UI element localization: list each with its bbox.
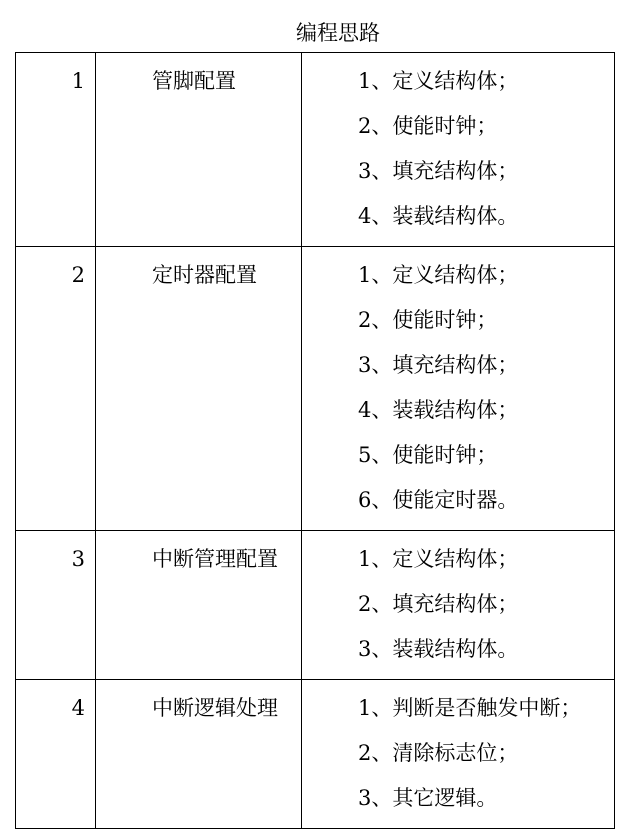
row-number-cell — [16, 53, 96, 247]
table-row — [16, 680, 615, 829]
table-row — [16, 247, 615, 531]
row-number: 4 — [71, 696, 85, 720]
config-name: 中断逻辑处理 — [152, 696, 278, 720]
table-row — [16, 53, 615, 247]
step-item: 4、装载结构体； — [358, 398, 519, 422]
config-name-cell — [96, 247, 302, 531]
config-name: 定时器配置 — [152, 263, 257, 287]
page-title: 编程思路 — [296, 21, 380, 45]
row-number: 3 — [71, 547, 85, 571]
step-item: 5、使能时钟； — [358, 443, 498, 467]
step-item: 1、定义结构体； — [358, 69, 519, 93]
steps-cell — [302, 247, 615, 531]
config-name-cell — [96, 680, 302, 829]
step-item: 3、填充结构体； — [358, 159, 519, 183]
row-number: 2 — [71, 263, 85, 287]
step-item: 4、装载结构体。 — [358, 204, 519, 228]
step-item: 3、填充结构体； — [358, 353, 519, 377]
programming-plan-table — [15, 52, 615, 829]
step-item: 1、定义结构体； — [358, 263, 519, 287]
step-item: 2、填充结构体； — [358, 592, 519, 616]
step-item: 1、判断是否触发中断； — [358, 696, 582, 720]
row-number-cell — [16, 680, 96, 829]
row-number-cell — [16, 531, 96, 680]
step-item: 2、清除标志位； — [358, 741, 519, 765]
config-name: 管脚配置 — [152, 69, 236, 93]
config-name: 中断管理配置 — [152, 547, 278, 571]
step-item: 3、装载结构体。 — [358, 637, 519, 661]
steps-cell — [302, 53, 615, 247]
step-item: 2、使能时钟； — [358, 114, 498, 138]
row-number: 1 — [71, 69, 85, 93]
step-item: 3、其它逻辑。 — [358, 786, 498, 810]
step-list — [302, 53, 614, 246]
config-name-cell — [96, 53, 302, 247]
config-name-cell — [96, 531, 302, 680]
steps-cell — [302, 680, 615, 829]
step-list — [302, 247, 614, 530]
step-item: 2、使能时钟； — [358, 308, 498, 332]
step-list — [302, 680, 614, 828]
table-row — [16, 531, 615, 680]
step-list — [302, 531, 614, 679]
row-number-cell — [16, 247, 96, 531]
steps-cell — [302, 531, 615, 680]
step-item: 6、使能定时器。 — [358, 488, 519, 512]
step-item: 1、定义结构体； — [358, 547, 519, 571]
